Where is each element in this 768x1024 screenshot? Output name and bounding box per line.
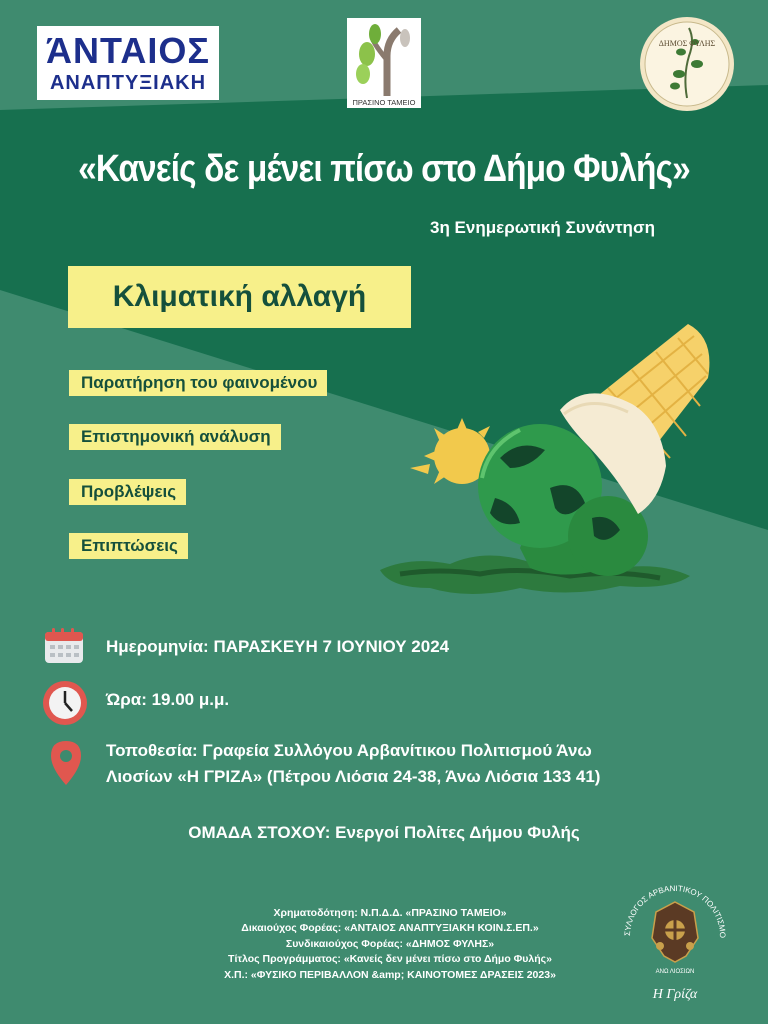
event-date: Ημερομηνία: ΠΑΡΑΣΚΕΥΗ 7 ΙΟΥΝΙΟΥ 2024 xyxy=(106,637,450,656)
sun-icon xyxy=(410,418,490,484)
melting-earth-illustration xyxy=(370,318,730,608)
footer-line: Συνδικαιούχος Φορέας: «ΔΗΜΟΣ ΦΥΛΗΣ» xyxy=(285,937,495,950)
event-location-line1: Τοποθεσία: Γραφεία Συλλόγου Αρβανίτικου Πολιτισμού Άνω xyxy=(106,741,592,760)
topic-item: Επιπτώσεις xyxy=(69,533,188,559)
antaios-logo-text: ΆΝΤΑΙΟΣ xyxy=(46,30,210,71)
calendar-icon xyxy=(44,628,84,664)
event-location-line2: Λιοσίων «Η ΓΡΙΖΑ» (Πέτρου Λιόσια 24-38, Άνω Λιόσια 133 41) xyxy=(106,767,601,786)
topic-title-tag: Κλιματική αλλαγή xyxy=(68,266,411,328)
funding-footer xyxy=(170,906,610,983)
prasino-tameio-logo xyxy=(347,18,421,108)
dimos-fylis-logo xyxy=(639,16,735,112)
page-subtitle: 3η Ενημερωτική Συνάντηση xyxy=(430,218,655,237)
topic-item: Επιστημονική ανάλυση xyxy=(69,424,281,450)
antaios-logo-subtext: ΑΝΑΠΤΥΞΙΑΚΗ xyxy=(49,72,207,94)
page-title: «Κανείς δε μένει πίσω στο Δήμο Φυλής» xyxy=(78,148,690,190)
clock-icon xyxy=(42,680,88,726)
emblem-icon xyxy=(652,902,698,962)
event-time: Ώρα: 19.00 μ.μ. xyxy=(106,690,230,709)
footer-line: Δικαιούχος Φορέας: «ΑΝΤΑΙΟΣ ΑΝΑΠΤΥΞΙΑΚΗ ΚΟΙΝ.Σ.ΕΠ.» xyxy=(241,922,539,935)
dimos-logo-text: ΔΗΜΟΣ ΦΥΛΗΣ xyxy=(658,39,716,48)
prasino-tameio-caption: ΠΡΑΣΙΝΟ ΤΑΜΕΙΟ xyxy=(352,98,416,107)
syllogos-name: Η Γρίζα xyxy=(652,987,698,1002)
topic-item: Προβλέψεις xyxy=(69,479,186,505)
syllogos-logo xyxy=(612,880,738,1010)
syllogos-logo-text: ΣΥΛΛΟΓΟΣ ΑΡΒΑΝΙΤΙΚΟΥ ΠΟΛΙΤΙΣΜΟ xyxy=(622,883,728,938)
footer-line: Χ.Π.: «ΦΥΣΙΚΟ ΠΕΡΙΒΑΛΛΟΝ &amp; ΚΑΙΝΟΤΟΜΕΣ ΔΡΑΣΕΙΣ 2023» xyxy=(224,968,556,981)
footer-line: Χρηματοδότηση: Ν.Π.Δ.Δ. «ΠΡΑΣΙΝΟ ΤΑΜΕΙΟ» xyxy=(273,907,507,919)
tree-icon xyxy=(347,18,421,98)
target-group: ΟΜΑΔΑ ΣΤΟΧΟΥ: Ενεργοί Πολίτες Δήμου Φυλής xyxy=(188,823,580,842)
topic-item: Παρατήρηση του φαινομένου xyxy=(69,370,327,396)
location-pin-icon xyxy=(50,740,82,786)
antaios-logo xyxy=(37,26,219,100)
syllogos-place: ΑΝΩ ΛΙΟΣΙΩΝ xyxy=(655,969,695,975)
footer-line: Τίτλος Προγράμματος: «Κανείς δεν μένει πίσω στο Δήμο Φυλής» xyxy=(228,953,552,966)
